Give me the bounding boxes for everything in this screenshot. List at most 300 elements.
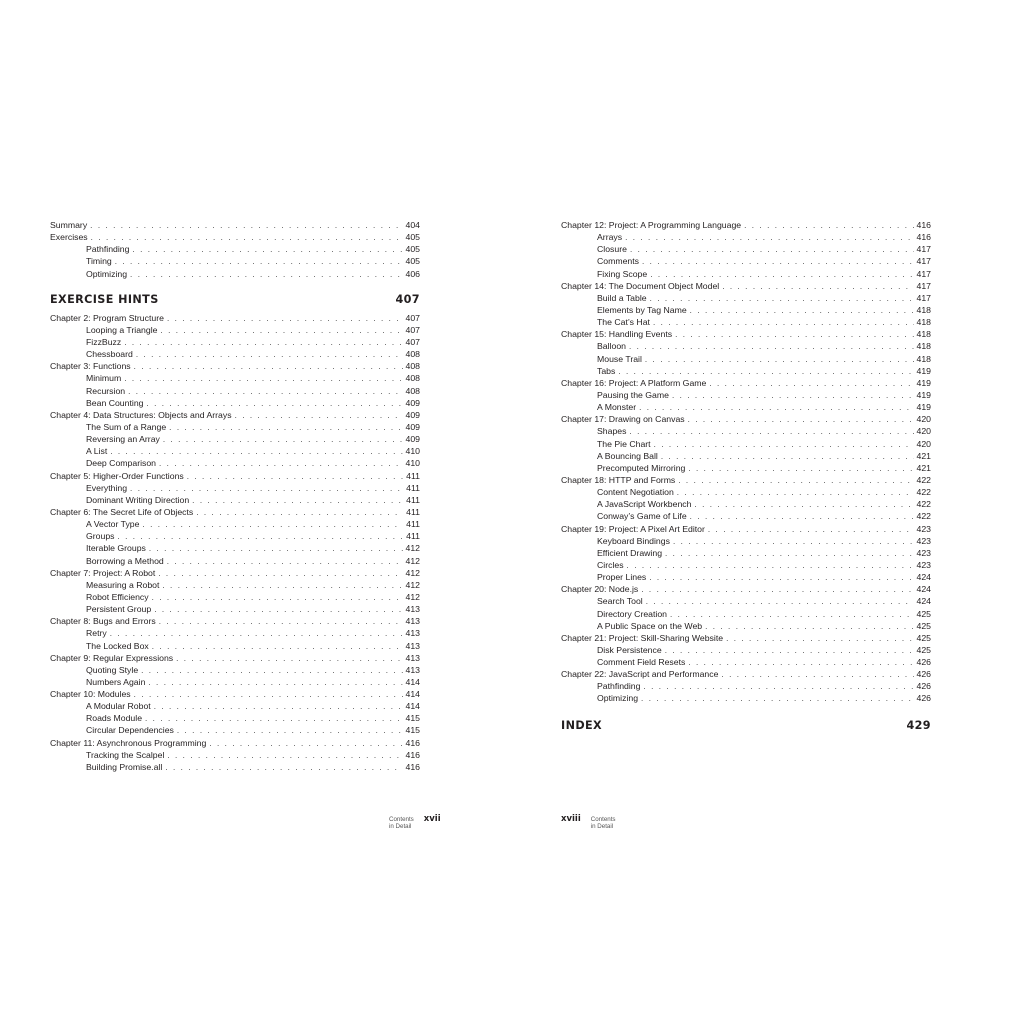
toc-subentry[interactable] [50,324,420,336]
entry-page-number: 404 [405,220,420,230]
dot-leader [643,681,913,692]
entry-page-number: 412 [405,543,420,554]
entry-page-number: 424 [916,572,931,583]
entry-page-number: 425 [916,620,931,631]
dot-leader [187,471,403,482]
dot-leader [176,653,402,664]
toc-entry[interactable] [561,280,931,292]
toc-entry[interactable] [50,312,420,324]
toc-subentry[interactable] [50,385,420,397]
right-toc [561,219,931,733]
entry-title: The Locked Box [86,640,149,651]
toc-subentry[interactable] [50,397,420,409]
entry-title: Robot Efficiency [86,591,149,602]
entry-page-number: 411 [406,531,420,542]
dot-leader [142,519,403,530]
entry-page-number: 413 [405,604,420,615]
entry-page-number: 426 [916,657,931,668]
entry-page-number: 421 [916,462,931,473]
dot-leader [649,572,913,583]
left-page-footer [389,814,441,830]
dot-leader [618,366,913,377]
entry-title: Chapter 2: Program Structure [50,312,164,323]
toc-subentry[interactable] [50,433,420,445]
entry-title: A Bouncing Ball [597,450,658,461]
entry-page-number: 406 [405,268,420,279]
dot-leader [650,269,913,280]
entry-page-number: 418 [916,304,931,315]
entry-title: Summary [50,220,88,230]
entry-title: Comment Field Resets [597,657,686,668]
toc-subentry[interactable] [561,510,931,522]
entry-title: Retry [86,628,107,639]
entry-page-number: 422 [916,487,931,498]
entry-page-number: 418 [916,329,931,340]
entry-page-number: 423 [916,535,931,546]
toc-subentry[interactable] [50,336,420,348]
exercise-hints-entry-list [50,312,420,773]
toc-subentry[interactable] [561,680,931,692]
toc-subentry[interactable] [561,268,931,280]
entry-page-number: 426 [916,693,931,704]
entry-page-number: 417 [916,280,931,291]
toc-subentry[interactable] [50,579,420,591]
dot-leader [118,531,404,542]
dot-leader [645,354,914,365]
entry-title: Content Negotiation [597,487,674,498]
toc-entry[interactable] [561,413,931,425]
toc-subentry[interactable] [561,462,931,474]
toc-subentry[interactable] [561,535,931,547]
entry-page-number: 409 [405,397,420,408]
entry-title: Tracking the Scalpel [86,749,165,760]
entry-title: Chapter 21: Project: Skill-Sharing Website [561,632,724,643]
entry-page-number: 419 [916,365,931,376]
toc-subentry[interactable] [561,571,931,583]
entry-title: Deep Comparison [86,458,157,469]
entry-page-number: 413 [405,652,420,663]
dot-leader [678,475,913,486]
dot-leader [675,329,913,340]
dot-leader [708,524,914,535]
dot-leader [630,244,914,255]
toc-subentry[interactable] [561,450,931,462]
entry-page-number: 414 [405,676,420,687]
entry-title: Dominant Writing Direction [86,494,190,505]
dot-leader [136,349,403,360]
entry-title: Fixing Scope [597,268,648,279]
toc-subentry[interactable] [561,365,931,377]
dot-leader [627,560,914,571]
entry-title: Closure [597,244,627,255]
left-toc [50,219,420,773]
entry-page-number: 405 [405,244,420,255]
toc-subentry[interactable] [561,243,931,255]
entry-page-number: 417 [916,292,931,303]
index-heading[interactable] [561,719,931,733]
toc-subentry[interactable] [561,255,931,267]
dot-leader [159,458,402,469]
toc-subentry[interactable] [561,595,931,607]
toc-subentry[interactable] [50,530,420,542]
toc-subentry[interactable] [561,547,931,559]
toc-subentry[interactable] [50,676,420,688]
toc-entry[interactable] [50,688,420,700]
entry-title: The Cat’s Hat [597,317,650,328]
toc-subentry[interactable] [561,559,931,571]
toc-subentry[interactable] [50,627,420,639]
toc-subentry[interactable] [561,304,931,316]
dot-leader [141,665,402,676]
entry-page-number: 408 [405,373,420,384]
entry-page-number: 412 [405,591,420,602]
dot-leader [642,256,914,267]
entry-page-number: 416 [916,220,931,230]
dot-leader [154,701,403,712]
entry-title: Circles [597,559,624,570]
exercise-hints-heading[interactable] [50,293,420,307]
toc-subentry[interactable] [50,761,420,773]
entry-title: Quoting Style [86,664,139,675]
toc-subentry[interactable] [561,353,931,365]
toc-subentry[interactable] [50,494,420,506]
dot-leader [130,483,403,494]
dot-leader [709,378,913,389]
entry-page-number: 409 [405,421,420,432]
toc-entry[interactable] [561,377,931,389]
dot-leader [661,451,914,462]
entry-page-number: 422 [916,474,931,485]
dot-leader [110,446,402,457]
dot-leader [115,256,403,267]
toc-subentry[interactable] [561,231,931,243]
dot-leader [91,232,403,243]
entry-title: Directory Creation [597,608,668,619]
section-title: EXERCISE HINTS [50,292,159,306]
toc-subentry[interactable] [50,603,420,615]
entry-title: A JavaScript Workbench [597,499,692,510]
entry-title: A Vector Type [86,519,140,530]
entry-title: Pathfinding [86,244,130,255]
entry-page-number: 414 [405,701,420,712]
dot-leader [688,657,913,668]
toc-subentry[interactable] [50,724,420,736]
entry-page-number: 416 [916,232,931,243]
toc-subentry[interactable] [561,292,931,304]
dot-leader [673,536,914,547]
toc-entry[interactable] [561,668,931,680]
toc-subentry[interactable] [561,316,931,328]
entry-title: Proper Lines [597,572,647,583]
entry-title: Chapter 3: Functions [50,361,131,372]
dot-leader [744,220,913,231]
entry-title: A Public Space on the Web [597,620,703,631]
right-page-footer [561,814,616,830]
entry-page-number: 416 [405,761,420,772]
toc-entry[interactable] [561,328,931,340]
toc-subentry[interactable] [50,591,420,603]
dot-leader [629,341,914,352]
entry-title: Shapes [597,426,627,437]
entry-title: Chapter 5: Higher-Order Functions [50,470,184,481]
entry-title: Chapter 22: JavaScript and Performance [561,669,719,680]
entry-page-number: 418 [916,317,931,328]
entry-title: Conway’s Game of Life [597,511,687,522]
toc-subentry[interactable] [50,243,420,255]
entry-page-number: 423 [916,547,931,558]
entry-title: Balloon [597,341,626,352]
toc-subentry[interactable] [561,692,931,704]
dot-leader [146,398,402,409]
entry-page-number: 420 [916,426,931,437]
dot-leader [134,361,403,372]
entry-page-number: 418 [916,341,931,352]
entry-title: Precomputed Mirroring [597,462,686,473]
entry-page-number: 409 [405,409,420,420]
entry-page-number: 423 [916,559,931,570]
dot-leader [690,305,914,316]
toc-subentry[interactable] [50,457,420,469]
entry-title: Chapter 16: Project: A Platform Game [561,377,707,388]
page-folio: xviii [561,814,581,824]
toc-entry[interactable] [561,632,931,644]
entry-page-number: 419 [916,402,931,413]
entry-title: Chapter 4: Data Structures: Objects and Arrays [50,409,232,420]
entry-page-number: 412 [405,579,420,590]
dot-leader [670,609,913,620]
dot-leader [672,390,914,401]
right-entry-list [561,219,931,705]
entry-title: Chapter 20: Node.js [561,584,639,595]
entry-title: Search Tool [597,596,643,607]
dot-leader [165,762,402,773]
toc-entry[interactable] [50,231,420,243]
dot-leader [209,738,402,749]
entry-page-number: 424 [916,584,931,595]
toc-entry[interactable] [561,583,931,595]
entry-page-number: 425 [916,632,931,643]
dot-leader [192,495,403,506]
entry-title: Chapter 14: The Document Object Model [561,280,720,291]
toc-entry[interactable] [50,652,420,664]
toc-subentry[interactable] [50,640,420,652]
dot-leader [625,232,913,243]
toc-subentry[interactable] [50,542,420,554]
entry-title: Borrowing a Method [86,555,164,566]
dot-leader [149,543,403,554]
dot-leader [641,584,913,595]
entry-title: Timing [86,256,112,267]
toc-subentry[interactable] [561,425,931,437]
entry-title: Chapter 7: Project: A Robot [50,567,156,578]
entry-title: Reversing an Array [86,434,160,445]
dot-leader [694,499,913,510]
entry-page-number: 422 [916,499,931,510]
section-page-number: 407 [395,292,420,306]
toc-subentry[interactable] [561,401,931,413]
entry-page-number: 415 [405,725,420,736]
entry-title: Pausing the Game [597,389,669,400]
toc-subentry[interactable] [50,372,420,384]
toc-subentry[interactable] [50,255,420,267]
entry-title: The Sum of a Range [86,421,167,432]
dot-leader [650,293,914,304]
entry-title: Chapter 11: Asynchronous Programming [50,737,207,748]
entry-title: Exercises [50,232,88,243]
entry-title: Pathfinding [597,681,641,692]
dot-leader [688,414,914,425]
dot-leader [130,269,402,280]
toc-entry[interactable] [561,474,931,486]
toc-subentry[interactable] [561,486,931,498]
toc-subentry[interactable] [561,644,931,656]
entry-page-number: 416 [405,749,420,760]
toc-entry[interactable] [561,219,931,231]
entry-title: Mouse Trail [597,353,642,364]
toc-subentry[interactable] [50,268,420,280]
entry-title: A List [86,446,108,457]
dot-leader [641,693,913,704]
dot-leader [145,713,402,724]
dot-leader [152,592,403,603]
entry-page-number: 421 [916,450,931,461]
entry-page-number: 425 [916,644,931,655]
entry-title: Iterable Groups [86,543,146,554]
toc-entry[interactable] [50,506,420,518]
running-footer-label: Contents in Detail [590,816,616,830]
toc-entry[interactable] [50,615,420,627]
page-folio: xvii [423,814,441,824]
toc-subentry[interactable] [561,498,931,510]
entry-page-number: 417 [916,256,931,267]
entry-page-number: 426 [916,681,931,692]
dot-leader [159,616,403,627]
entry-title: Recursion [86,385,126,396]
entry-title: Chapter 19: Project: A Pixel Art Editor [561,523,705,534]
entry-page-number: 411 [406,519,420,530]
dot-leader [721,669,913,680]
entry-page-number: 415 [405,713,420,724]
entry-page-number: 411 [406,482,420,493]
entry-page-number: 420 [916,414,931,425]
entry-page-number: 411 [406,506,420,517]
dot-leader [132,244,402,255]
entry-title: Comments [597,256,639,267]
toc-entry[interactable] [50,219,420,231]
toc-entry[interactable] [561,523,931,535]
toc-subentry[interactable] [561,438,931,450]
toc-subentry[interactable] [561,620,931,632]
toc-subentry[interactable] [561,656,931,668]
toc-entry[interactable] [50,470,420,482]
entry-title: Build a Table [597,292,647,303]
toc-subentry[interactable] [50,421,420,433]
toc-entry[interactable] [50,737,420,749]
dot-leader [152,641,403,652]
entry-title: Everything [86,482,128,493]
entry-page-number: 412 [405,567,420,578]
toc-subentry[interactable] [50,348,420,360]
dot-leader [665,645,914,656]
entry-title: Numbers Again [86,676,146,687]
dot-leader [161,325,403,336]
entry-title: Chapter 9: Regular Expressions [50,652,174,663]
entry-title: Keyboard Bindings [597,535,670,546]
entry-page-number: 411 [406,470,420,481]
entry-title: A Modular Robot [86,701,151,712]
entry-page-number: 405 [405,232,420,243]
toc-subentry[interactable] [50,555,420,567]
toc-subentry[interactable] [50,445,420,457]
section-page-number: 429 [906,718,931,732]
dot-leader [167,750,402,761]
entry-title: A Monster [597,402,637,413]
entry-page-number: 417 [916,244,931,255]
entry-page-number: 423 [916,523,931,534]
section-title: INDEX [561,718,603,732]
entry-page-number: 424 [916,596,931,607]
dot-leader [654,439,914,450]
dot-leader [629,426,913,437]
dot-leader [124,337,402,348]
toc-subentry[interactable] [50,749,420,761]
dot-leader [169,422,402,433]
dot-leader [235,410,403,421]
entry-title: Optimizing [86,268,128,279]
entry-title: Chapter 8: Bugs and Errors [50,616,156,627]
entry-page-number: 416 [405,737,420,748]
toc-entry[interactable] [50,567,420,579]
dot-leader [128,386,402,397]
toc-subentry[interactable] [50,664,420,676]
dot-leader [124,373,402,384]
toc-subentry[interactable] [50,518,420,530]
entry-page-number: 419 [916,389,931,400]
dot-leader [167,556,403,567]
entry-title: Roads Module [86,713,143,724]
toc-subentry[interactable] [561,608,931,620]
entry-title: Minimum [86,373,122,384]
entry-page-number: 412 [405,555,420,566]
toc-subentry[interactable] [50,482,420,494]
entry-title: Chessboard [86,349,133,360]
entry-title: Elements by Tag Name [597,304,687,315]
entry-page-number: 407 [405,336,420,347]
toc-subentry[interactable] [561,389,931,401]
entry-page-number: 407 [405,312,420,323]
running-footer-label: Contents in Detail [389,816,414,830]
entry-page-number: 408 [405,385,420,396]
toc-subentry[interactable] [561,340,931,352]
toc-subentry[interactable] [50,700,420,712]
toc-entry[interactable] [50,409,420,421]
entry-title: Chapter 15: Handling Events [561,329,673,340]
entry-title: Building Promise.all [86,761,163,772]
entry-page-number: 405 [405,256,420,267]
entry-page-number: 413 [405,628,420,639]
dot-leader [90,220,402,231]
entry-title: Chapter 12: Project: A Programming Language [561,220,742,230]
entry-title: Chapter 6: The Secret Life of Objects [50,506,194,517]
dot-leader [163,434,403,445]
dot-leader [148,677,402,688]
dot-leader [177,725,403,736]
entry-title: Efficient Drawing [597,547,663,558]
toc-entry[interactable] [50,360,420,372]
entry-title: Tabs [597,365,616,376]
toc-subentry[interactable] [50,712,420,724]
entry-page-number: 425 [916,608,931,619]
